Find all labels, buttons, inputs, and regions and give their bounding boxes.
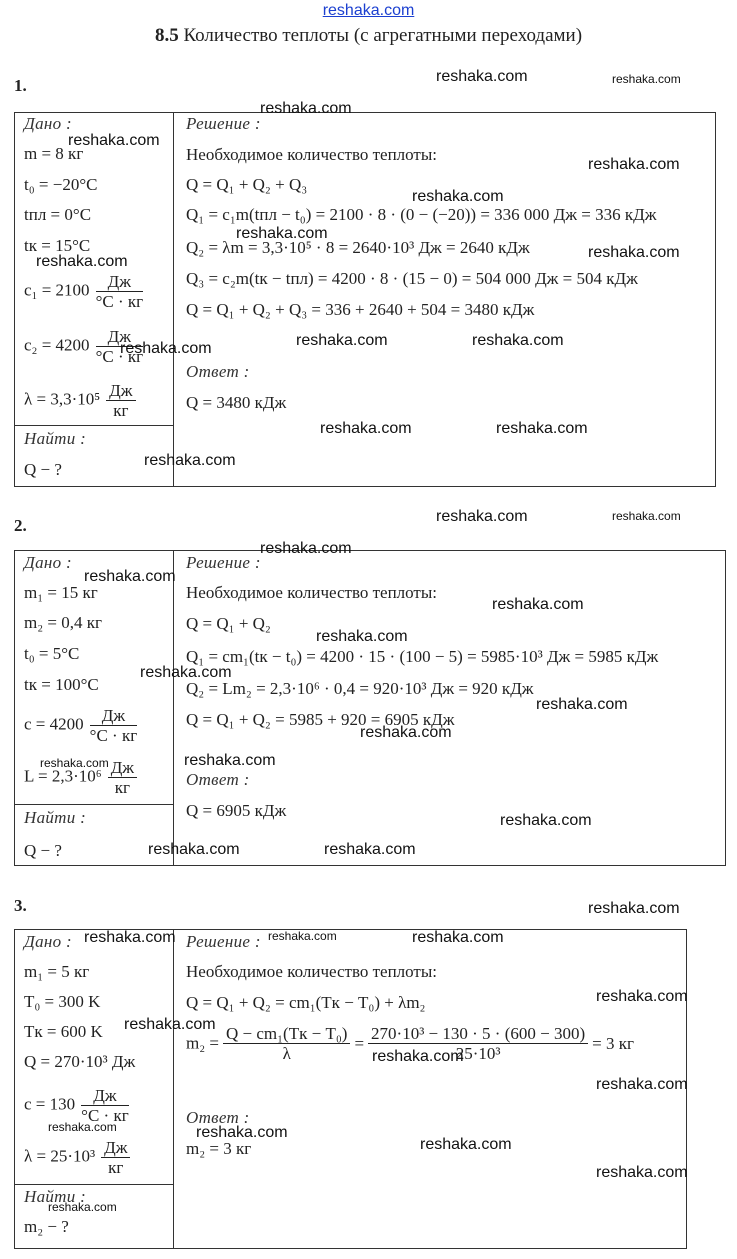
unit-denominator: °C · кг bbox=[95, 292, 144, 311]
watermark: reshaka.com bbox=[360, 724, 452, 741]
unit-fraction bbox=[96, 272, 144, 311]
unit-numerator: Дж bbox=[101, 1138, 130, 1158]
watermark: reshaka.com bbox=[320, 420, 412, 437]
unit-denominator: кг bbox=[113, 401, 129, 420]
unit-denominator: °C · кг bbox=[95, 347, 144, 366]
watermark: reshaka.com bbox=[496, 420, 588, 437]
watermark: reshaka.com bbox=[324, 841, 416, 858]
given-item: m₁ = 5 кг bbox=[24, 962, 90, 981]
problem-1-divider bbox=[173, 112, 174, 487]
find-value: Q − ? bbox=[24, 841, 62, 860]
watermark: reshaka.com bbox=[492, 596, 584, 613]
watermark: reshaka.com bbox=[420, 1136, 512, 1153]
find-value: m₂ − ? bbox=[24, 1217, 69, 1236]
site-link[interactable]: reshaka.com bbox=[322, 2, 415, 19]
unit-denominator: кг bbox=[108, 1158, 124, 1177]
solution-line: Q = Q₁ + Q₂ + Q₃ = 336 + 2640 + 504 = 3480 кДж bbox=[186, 300, 535, 319]
watermark: reshaka.com bbox=[472, 332, 564, 349]
watermark: reshaka.com bbox=[412, 929, 504, 946]
solution-line: Q₁ = c₁m(tпл − t₀) = 2100 · 8 · (0 − (−20)) = 336 000 Дж = 336 кДж bbox=[186, 205, 657, 224]
m2-result: = 3 кг bbox=[592, 1033, 634, 1053]
unit-fraction bbox=[101, 1138, 130, 1177]
watermark: reshaka.com bbox=[68, 132, 160, 149]
watermark: reshaka.com bbox=[500, 812, 592, 829]
watermark: reshaka.com bbox=[596, 1076, 688, 1093]
given-label: Дано : bbox=[24, 553, 72, 572]
given-item bbox=[24, 381, 136, 420]
watermark: reshaka.com bbox=[268, 929, 337, 943]
watermark: reshaka.com bbox=[184, 752, 276, 769]
watermark: reshaka.com bbox=[412, 188, 504, 205]
watermark: reshaka.com bbox=[588, 900, 680, 917]
solution-line: Необходимое количество теплоты: bbox=[186, 962, 438, 981]
given-value: c = 4200 bbox=[24, 714, 84, 734]
given-value: c₂ = 4200 bbox=[24, 335, 90, 355]
watermark: reshaka.com bbox=[148, 841, 240, 858]
solution-line: Q₁ = cm₁(tк − t₀) = 4200 · 15 · (100 − 5) = 5985·10³ Дж = 5985 кДж bbox=[186, 647, 659, 666]
given-item: tк = 15°C bbox=[24, 236, 91, 255]
given-label: Дано : bbox=[24, 932, 72, 951]
unit-numerator: Дж bbox=[96, 327, 144, 347]
watermark: reshaka.com bbox=[372, 1048, 464, 1065]
unit-fraction bbox=[90, 706, 138, 745]
given-item: Tк = 600 K bbox=[24, 1022, 103, 1041]
title-number: 8.5 bbox=[154, 25, 179, 46]
formula-denominator: λ bbox=[282, 1044, 291, 1063]
given-item: m = 8 кг bbox=[24, 144, 84, 163]
unit-numerator: Дж bbox=[90, 706, 138, 726]
solution-line: Q = Q₁ + Q₂ = cm₁(Tк − T₀) + λm₂ bbox=[186, 993, 426, 1012]
equals-sign: = bbox=[354, 1033, 365, 1053]
m2-label: m₂ = bbox=[186, 1033, 219, 1053]
given-value: c = 130 bbox=[24, 1094, 76, 1114]
watermark: reshaka.com bbox=[260, 540, 352, 557]
given-item: t₀ = 5°C bbox=[24, 644, 80, 663]
solution-line: Q = Q₁ + Q₂ = 5985 + 920 = 6905 кДж bbox=[186, 710, 455, 729]
solution-label: Решение : bbox=[186, 114, 261, 133]
watermark: reshaka.com bbox=[596, 1164, 688, 1181]
given-value: λ = 3,3·10⁵ bbox=[24, 389, 101, 409]
watermark: reshaka.com bbox=[84, 929, 176, 946]
numeric-denominator: 25·10³ bbox=[455, 1044, 501, 1063]
solution-label: Решение : bbox=[186, 932, 261, 951]
find-label: Найти : bbox=[24, 429, 87, 448]
given-item: m₂ = 0,4 кг bbox=[24, 613, 102, 632]
unit-denominator: °C · кг bbox=[81, 1106, 129, 1125]
given-value: c₁ = 2100 bbox=[24, 280, 90, 300]
watermark: reshaka.com bbox=[296, 332, 388, 349]
watermark: reshaka.com bbox=[144, 452, 236, 469]
watermark: reshaka.com bbox=[588, 156, 680, 173]
unit-numerator: Дж bbox=[108, 758, 137, 778]
watermark: reshaka.com bbox=[120, 340, 212, 357]
watermark: reshaka.com bbox=[140, 664, 232, 681]
solution-line: Q = Q₁ + Q₂ + Q₃ bbox=[186, 175, 308, 194]
unit-fraction bbox=[108, 758, 137, 797]
watermark: reshaka.com bbox=[84, 568, 176, 585]
answer-value: m₂ = 3 кг bbox=[186, 1139, 252, 1158]
formula-fraction bbox=[223, 1024, 350, 1063]
given-item: t₀ = −20°C bbox=[24, 175, 98, 194]
answer-value: Q = 6905 кДж bbox=[186, 801, 287, 820]
watermark: reshaka.com bbox=[48, 1120, 117, 1134]
unit-numerator: Дж bbox=[106, 381, 135, 401]
problem-1-number: 1. bbox=[14, 76, 27, 95]
watermark: reshaka.com bbox=[124, 1016, 216, 1033]
watermark: reshaka.com bbox=[260, 100, 352, 117]
problem-3-divider bbox=[173, 929, 174, 1249]
given-item bbox=[24, 706, 137, 745]
given-item: tк = 100°C bbox=[24, 675, 99, 694]
problem-3-find-divider bbox=[14, 1184, 173, 1185]
problem-3-number: 3. bbox=[14, 896, 27, 915]
answer-label: Ответ : bbox=[186, 362, 250, 381]
watermark: reshaka.com bbox=[612, 509, 681, 523]
watermark: reshaka.com bbox=[596, 988, 688, 1005]
unit-denominator: кг bbox=[114, 778, 130, 797]
watermark: reshaka.com bbox=[536, 696, 628, 713]
unit-numerator: Дж bbox=[81, 1086, 129, 1106]
given-item bbox=[24, 272, 143, 311]
answer-label: Ответ : bbox=[186, 1108, 250, 1127]
numeric-numerator: 270·10³ − 130 · 5 · (600 − 300) bbox=[368, 1024, 588, 1044]
given-item: T₀ = 300 K bbox=[24, 992, 101, 1011]
problem-2-number: 2. bbox=[14, 516, 27, 535]
given-item: m₁ = 15 кг bbox=[24, 583, 98, 602]
given-item bbox=[24, 1138, 130, 1177]
formula-numerator: Q − cm₁(Tк − T₀) bbox=[223, 1024, 350, 1044]
watermark: reshaka.com bbox=[612, 72, 681, 86]
solution-line: Q = Q₁ + Q₂ bbox=[186, 614, 271, 633]
solution-line: Q₂ = Lm₂ = 2,3·10⁶ · 0,4 = 920·10³ Дж = 920 кДж bbox=[186, 679, 534, 698]
watermark: reshaka.com bbox=[588, 244, 680, 261]
unit-fraction bbox=[106, 381, 135, 420]
solution-line: Q₃ = c₂m(tк − tпл) = 4200 · 8 · (15 − 0) = 504 000 Дж = 504 кДж bbox=[186, 269, 638, 288]
find-value: Q − ? bbox=[24, 460, 62, 479]
find-label: Найти : bbox=[24, 1187, 87, 1206]
title-text: Количество теплоты (с агрегатными переходами) bbox=[178, 25, 583, 46]
problem-2-find-divider bbox=[14, 804, 173, 805]
watermark: reshaka.com bbox=[48, 1200, 117, 1214]
unit-denominator: °C · кг bbox=[89, 726, 138, 745]
watermark: reshaka.com bbox=[196, 1124, 288, 1141]
watermark: reshaka.com bbox=[40, 756, 109, 770]
watermark: reshaka.com bbox=[436, 508, 528, 525]
given-label: Дано : bbox=[24, 114, 72, 133]
solution-label: Решение : bbox=[186, 553, 261, 572]
answer-label: Ответ : bbox=[186, 770, 250, 789]
watermark: reshaka.com bbox=[436, 68, 528, 85]
solution-line: Необходимое количество теплоты: bbox=[186, 145, 438, 164]
unit-numerator: Дж bbox=[96, 272, 144, 292]
solution-line: Необходимое количество теплоты: bbox=[186, 583, 438, 602]
watermark: reshaka.com bbox=[236, 225, 328, 242]
problem-1-find-divider bbox=[14, 425, 173, 426]
watermark: reshaka.com bbox=[316, 628, 408, 645]
problem-2-divider bbox=[173, 550, 174, 866]
given-item: Q = 270·10³ Дж bbox=[24, 1052, 136, 1071]
watermark: reshaka.com bbox=[36, 253, 128, 270]
find-label: Найти : bbox=[24, 808, 87, 827]
page-title bbox=[0, 25, 737, 47]
answer-value: Q = 3480 кДж bbox=[186, 393, 287, 412]
given-value: λ = 25·10³ bbox=[24, 1146, 96, 1166]
solution-line: Q₂ = λm = 3,3·10⁵ · 8 = 2640·10³ Дж = 2640 кДж bbox=[186, 238, 530, 257]
given-item: tпл = 0°C bbox=[24, 205, 92, 224]
given-value: L = 2,3·10⁶ bbox=[24, 766, 102, 786]
